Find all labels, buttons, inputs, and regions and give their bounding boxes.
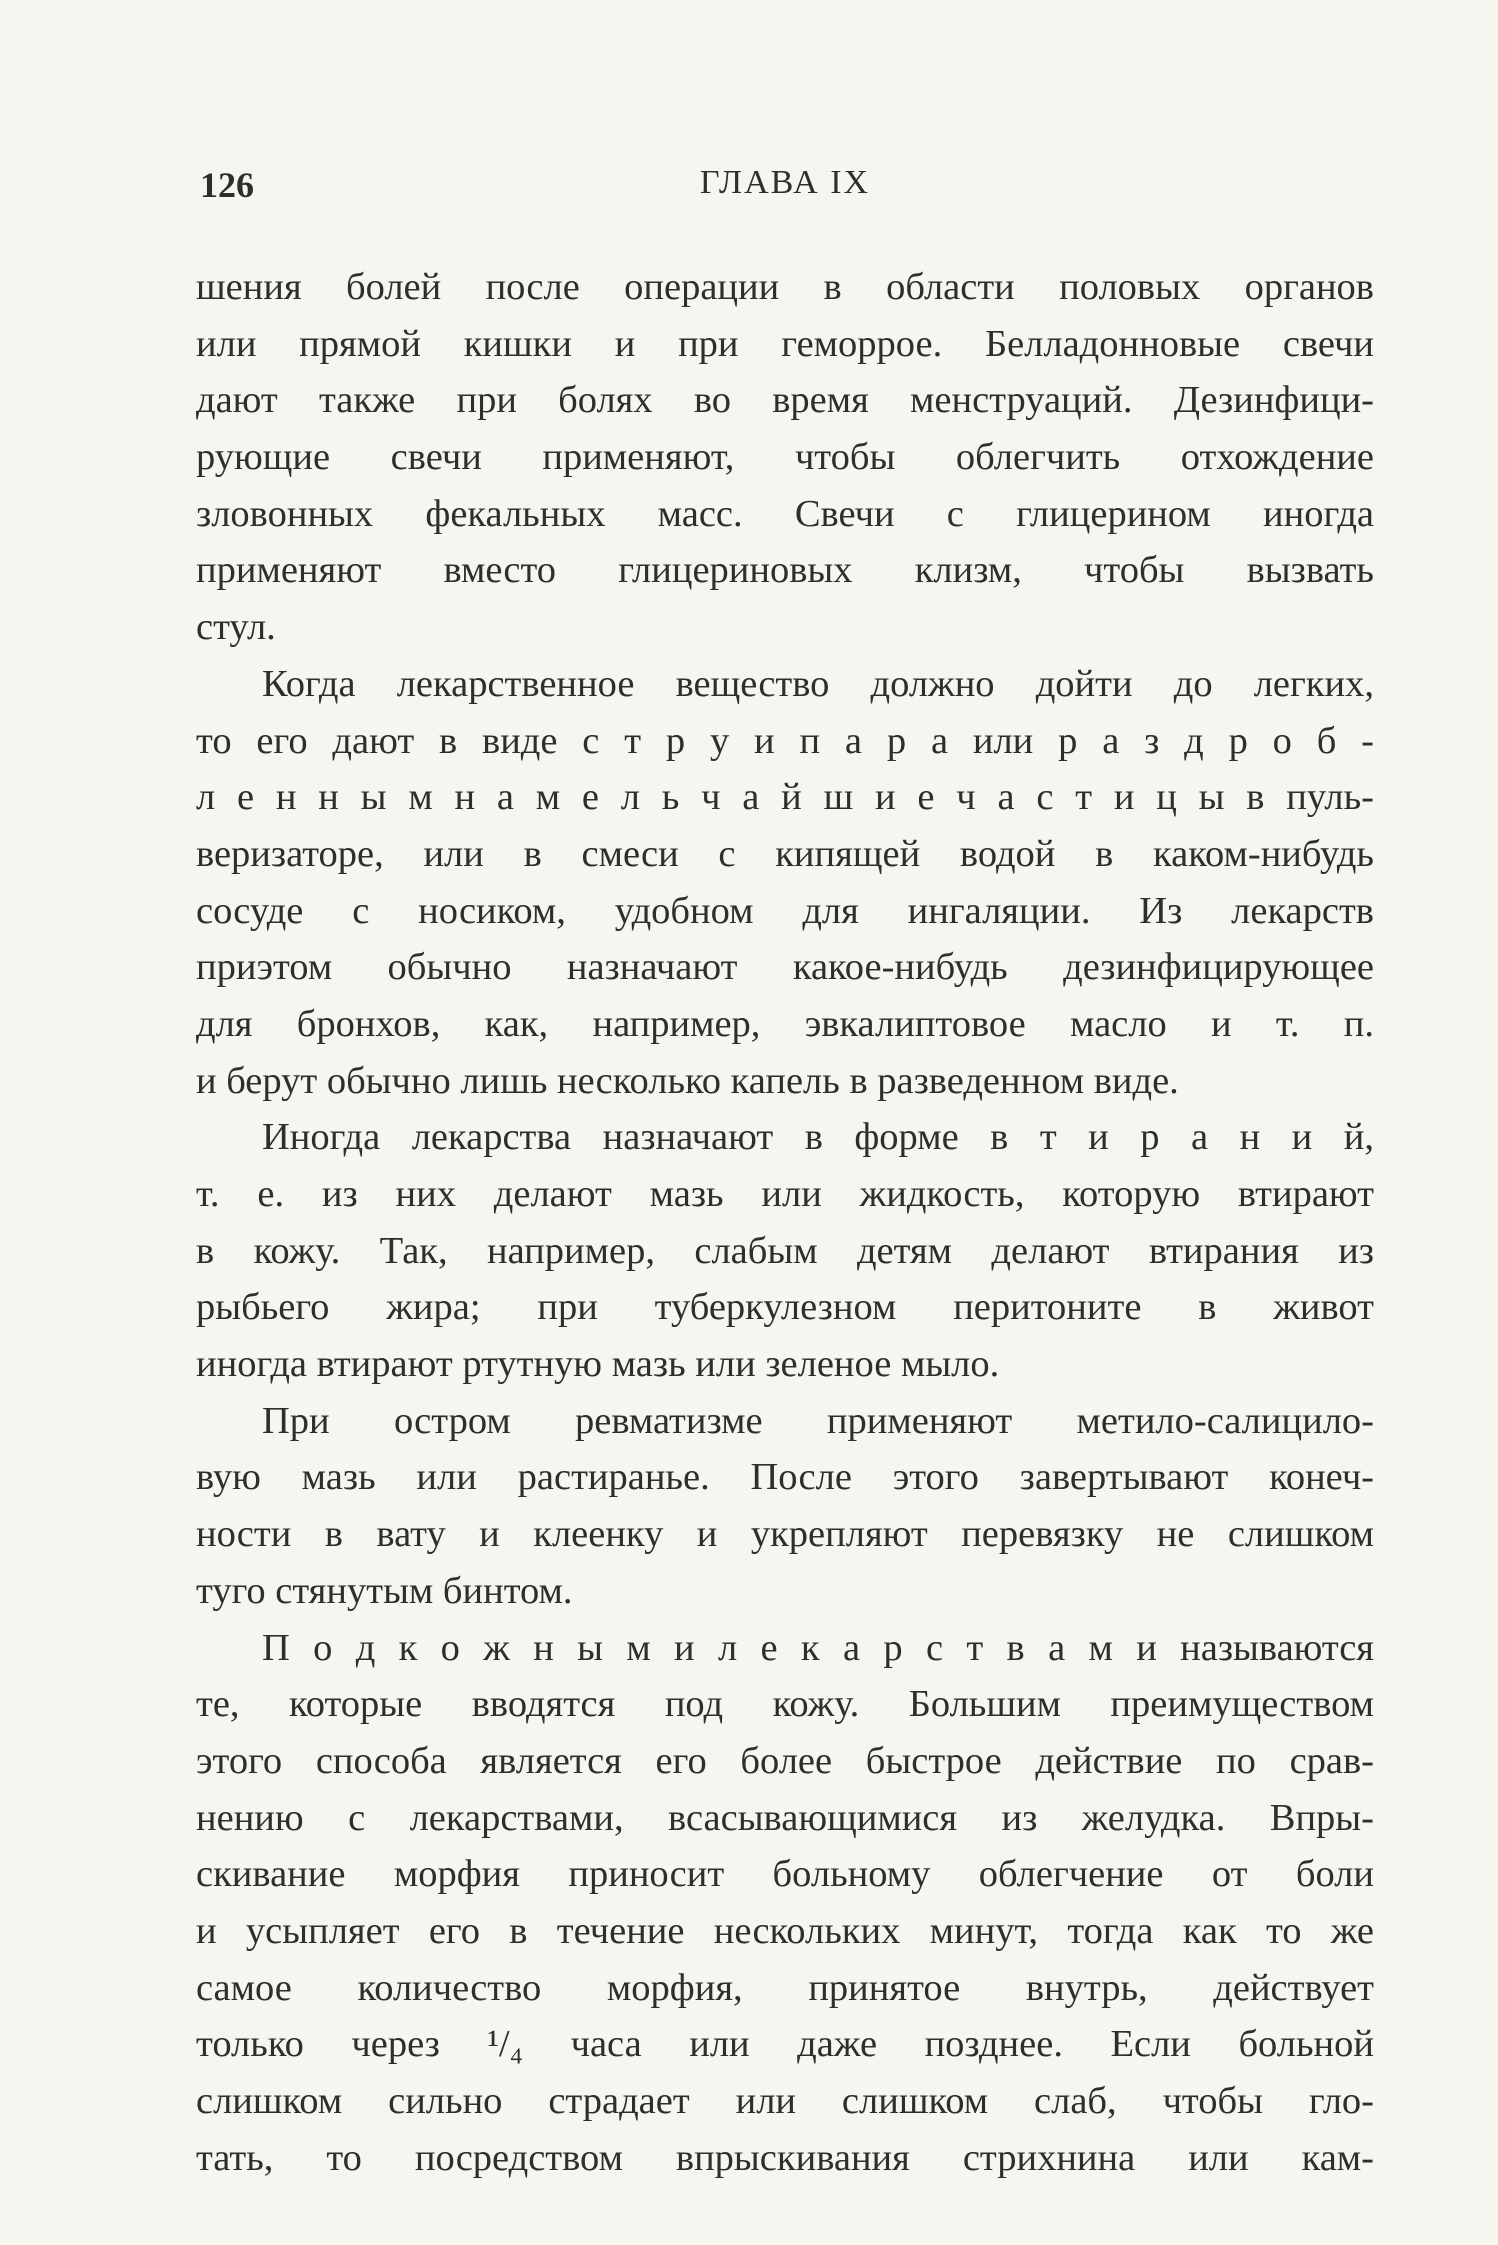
- text-line: применяют вместо глицериновых клизм, чтобы вызвать: [196, 549, 1374, 592]
- page-header: [200, 164, 1370, 214]
- text-line: то его дают в виде с т р у и п а р а или р а з д р о б -: [196, 719, 1374, 762]
- text-line: и усыпляет его в течение нескольких минут, тогда как то же: [196, 1909, 1374, 1952]
- text-line: этого способа является его более быстрое действие по срав-: [196, 1739, 1374, 1782]
- text-line: те, которые вводятся под кожу. Большим преимуществом: [196, 1683, 1374, 1726]
- body-text: [196, 259, 1374, 2186]
- text-line: При остром ревматизме применяют метило-салицило-: [262, 1399, 1374, 1442]
- text-line: т. е. из них делают мазь или жидкость, которую втирают: [196, 1173, 1374, 1215]
- text-line: дают также при болях во время менструаций. Дезинфици-: [196, 379, 1374, 422]
- text-line: стул.: [196, 606, 276, 649]
- text-line: слишком сильно страдает или слишком слаб, чтобы гло-: [196, 2080, 1374, 2122]
- text-line: Когда лекарственное вещество должно дойти до легких,: [262, 662, 1374, 705]
- text-line: приэтом обычно назначают какое-нибудь дезинфицирующее: [196, 946, 1374, 989]
- text-line: рующие свечи применяют, чтобы облегчить отхождение: [196, 436, 1374, 479]
- text-line: ности в вату и клеенку и укрепляют перевязку не слишком: [196, 1513, 1374, 1556]
- text-line: или прямой кишки и при геморрое. Белладонновые свечи: [196, 322, 1374, 365]
- text-line: шения болей после операции в области половых органов: [196, 266, 1374, 308]
- text-line: зловонных фекальных масс. Свечи с глицерином иногда: [196, 492, 1374, 535]
- text-line: тать, то посредством впрыскивания стрихнина или кам-: [196, 2136, 1374, 2179]
- text-line: нению с лекарствами, всасывающимися из желудка. Впры-: [196, 1796, 1374, 1839]
- text-line: рыбьего жира; при туберкулезном перитоните в живот: [196, 1286, 1374, 1329]
- text-line: иногда втирают ртутную мазь или зеленое мыло.: [196, 1343, 1000, 1386]
- text-line: для бронхов, как, например, эвкалиптовое масло и т. п.: [196, 1002, 1374, 1045]
- text-line: в кожу. Так, например, слабым детям делают втирания из: [196, 1229, 1374, 1272]
- text-line: туго стянутым бинтом.: [196, 1569, 573, 1612]
- text-line: Иногда лекарства назначают в форме в т и р а н и й,: [262, 1116, 1374, 1159]
- text-line: только через ¹/₄ часа или даже позднее. Если больной: [196, 2023, 1374, 2066]
- text-line: л е н н ы м н а м е л ь ч а й ш и е ч а с т и ц ы в пуль-: [196, 776, 1374, 819]
- text-line: П о д к о ж н ы м и л е к а р с т в а м и называются: [262, 1626, 1374, 1669]
- chapter-title: ГЛАВА IX: [699, 164, 871, 201]
- text-line: и берут обычно лишь несколько капель в разведенном виде.: [196, 1059, 1179, 1102]
- text-line: самое количество морфия, принятое внутрь, действует: [196, 1966, 1374, 2009]
- page-number: 126: [200, 165, 254, 205]
- text-line: вую мазь или растиранье. После этого завертывают конеч-: [196, 1456, 1374, 1499]
- text-line: веризаторе, или в смеси с кипящей водой в каком-нибудь: [196, 832, 1374, 875]
- text-line: сосуде с носиком, удобном для ингаляции. Из лекарств: [196, 889, 1374, 932]
- text-line: скивание морфия приносит больному облегчение от боли: [196, 1853, 1374, 1896]
